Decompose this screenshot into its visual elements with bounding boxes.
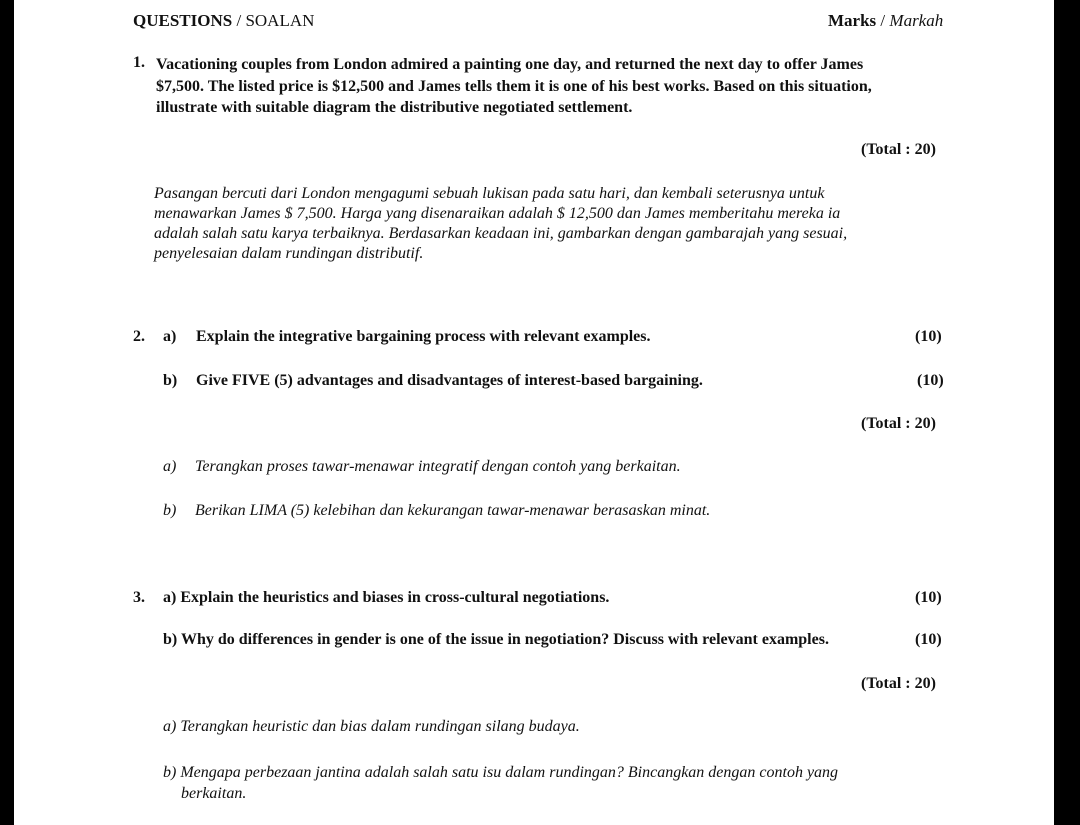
questions-heading-en: QUESTIONS (133, 11, 233, 30)
q3-b-marks: (10) (915, 631, 942, 648)
q2-number: 2. (133, 328, 145, 345)
marks-heading (828, 11, 943, 31)
q1-text-line: illustrate with suitable diagram the distributive negotiated settlement. (156, 99, 633, 116)
q2-b-label: b) (163, 372, 178, 389)
q3-malay-b-line: berkaitan. (181, 785, 247, 802)
q3-a-marks: (10) (915, 589, 942, 606)
exam-page (14, 0, 1054, 825)
q2-a-text: Explain the integrative bargaining process with relevant examples. (196, 328, 651, 345)
q1-text-line: Vacationing couples from London admired a painting one day, and returned the next day to offer James (156, 56, 864, 73)
heading-slash: / (232, 11, 246, 30)
q2-a-marks: (10) (915, 328, 942, 345)
questions-heading-ms: SOALAN (245, 11, 315, 30)
marks-heading-en: Marks (828, 11, 877, 30)
questions-heading (133, 11, 314, 31)
q1-malay-line: penyelesaian dalam rundingan distributif. (154, 245, 424, 262)
q2-a-label: a) (163, 328, 177, 345)
q2-malay-b-label: b) (163, 502, 177, 519)
q3-number: 3. (133, 589, 145, 606)
q3-malay-a-text: a) Terangkan heuristic dan bias dalam rundingan silang budaya. (163, 718, 580, 735)
q2-b-text: Give FIVE (5) advantages and disadvantages of interest-based bargaining. (196, 372, 703, 389)
q1-number: 1. (133, 54, 145, 71)
q3-a-text: a) Explain the heuristics and biases in cross-cultural negotiations. (163, 589, 610, 606)
q2-malay-a-label: a) (163, 458, 177, 475)
q3-malay-b-line: b) Mengapa perbezaan jantina adalah salah satu isu dalam rundingan? Bincangkan dengan contoh yang (163, 764, 839, 781)
q1-text-line: $7,500. The listed price is $12,500 and James tells them it is one of his best works. Based on this situation, (156, 77, 872, 95)
q1-text (156, 54, 872, 119)
q2-total: (Total : 20) (861, 415, 936, 432)
q2-malay-a-text: Terangkan proses tawar-menawar integratif dengan contoh yang berkaitan. (195, 458, 681, 475)
q2-malay-b-text: Berikan LIMA (5) kelebihan dan kekurangan tawar-menawar berasaskan minat. (195, 502, 711, 519)
q1-malay-line: menawarkan James $ 7,500. Harga yang disenaraikan adalah $ 12,500 dan James memberitahu mereka ia (154, 205, 841, 222)
q3-total: (Total : 20) (861, 675, 936, 692)
marks-slash: / (876, 11, 890, 30)
q2-b-marks: (10) (917, 372, 944, 389)
q1-malay-line: Pasangan bercuti dari London mengagumi sebuah lukisan pada satu hari, dan kembali seterusnya untuk (154, 185, 825, 202)
q1-malay-line: adalah salah satu karya terbaiknya. Berdasarkan keadaan ini, gambarkan dengan gambarajah yang sesuai, (154, 225, 848, 242)
q3-malay-b-text (163, 762, 838, 804)
q3-b-text: b) Why do differences in gender is one of the issue in negotiation? Discuss with relevant examples. (163, 631, 829, 648)
marks-heading-ms: Markah (889, 11, 944, 30)
q1-total: (Total : 20) (861, 141, 936, 158)
q1-malay-text (154, 184, 847, 264)
